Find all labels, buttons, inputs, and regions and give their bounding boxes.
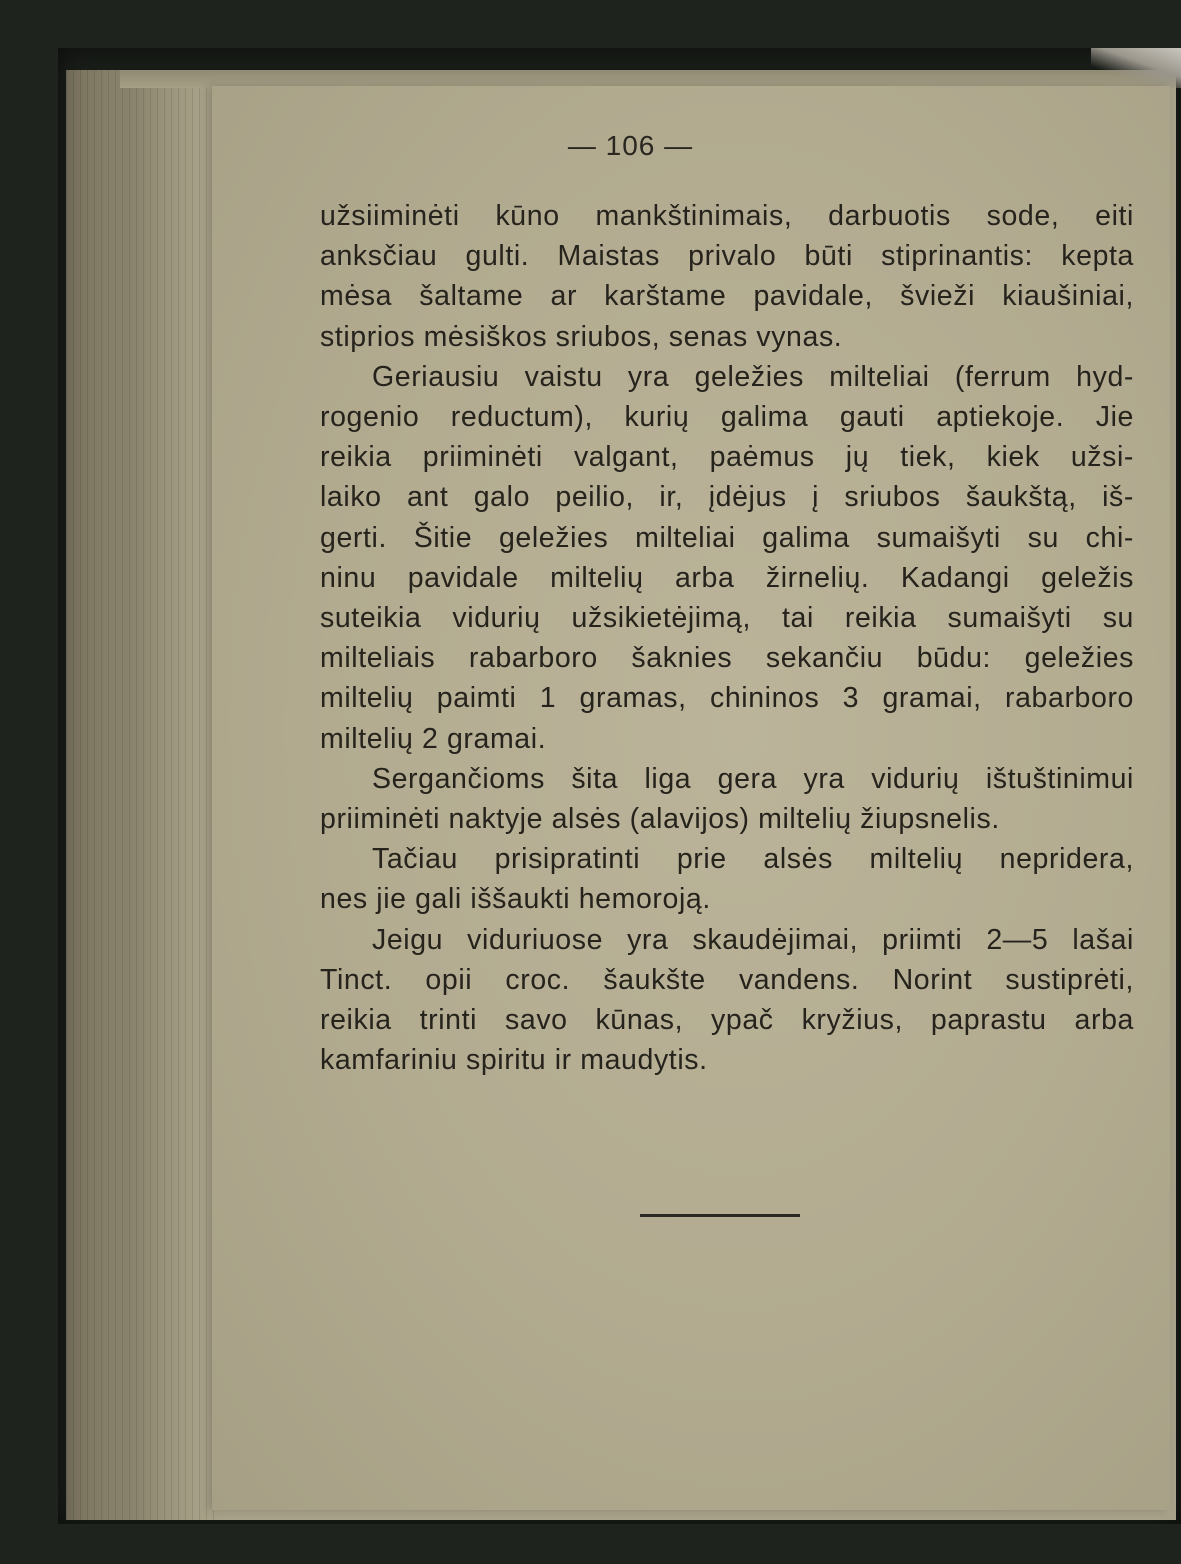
text-line: stiprios mėsiškos sriubos, senas vynas. xyxy=(320,320,843,353)
text-line: Sergančioms šita liga gera yra vidurių ištuštinimui xyxy=(372,762,1134,795)
text-line: kamfariniu spiritu ir maudytis. xyxy=(320,1044,708,1077)
text-line: miltelių paimti 1 gramas, chininos 3 gramai, rabarboro xyxy=(320,682,1134,715)
page-text xyxy=(320,196,1134,1080)
text-line: reikia priiminėti valgant, paėmus jų tiek, kiek užsi- xyxy=(320,441,1134,474)
text-line: priiminėti naktyje alsės (alavijos) miltelių žiupsnelis. xyxy=(320,803,1000,836)
text-line: miltelių 2 gramai. xyxy=(320,722,547,755)
paragraph-4 xyxy=(320,839,1134,919)
text-line: reikia trinti savo kūnas, ypač kryžius, paprastu arba xyxy=(320,1004,1134,1037)
text-line: ninu pavidale miltelių arba žirnelių. Kadangi geležis xyxy=(320,561,1134,594)
text-line: gerti. Šitie geležies milteliai galima sumaišyti su chi- xyxy=(320,521,1134,554)
text-line: užsiiminėti kūno mankštinimais, darbuotis sode, eiti xyxy=(320,200,1134,232)
end-rule xyxy=(640,1214,800,1217)
text-line: Jeigu viduriuose yra skaudėjimai, priimti 2—5 lašai xyxy=(372,923,1134,956)
text-line: anksčiau gulti. Maistas privalo būti stiprinantis: kepta xyxy=(320,240,1134,273)
text-line: Tačiau prisipratinti prie alsės miltelių nepridera, xyxy=(372,843,1134,876)
text-line: mėsa šaltame ar karštame pavidale, švieži kiaušiniai, xyxy=(320,280,1134,313)
paragraph-3 xyxy=(320,759,1134,839)
text-line: nes jie gali iššaukti hemoroją. xyxy=(320,883,711,916)
paragraph-1 xyxy=(320,196,1134,357)
text-line: rogenio reductum), kurių galima gauti aptiekoje. Jie xyxy=(320,401,1134,434)
text-line: Geriausiu vaistu yra geležies milteliai (ferrum hyd- xyxy=(372,360,1134,393)
page-number: — 106 — xyxy=(567,130,694,161)
text-line: Tinct. opii croc. šaukšte vandens. Norint sustiprėti, xyxy=(320,963,1134,996)
text-line: laiko ant galo peilio, ir, įdėjus į sriubos šaukštą, iš- xyxy=(320,481,1134,514)
paragraph-2 xyxy=(320,357,1134,759)
text-line: milteliais rabarboro šaknies sekančiu būdu: geležies xyxy=(320,642,1134,675)
paragraph-5 xyxy=(320,920,1134,1081)
text-line: suteikia vidurių užsikietėjimą, tai reikia sumaišyti su xyxy=(320,602,1134,635)
torn-corner xyxy=(1091,48,1181,88)
